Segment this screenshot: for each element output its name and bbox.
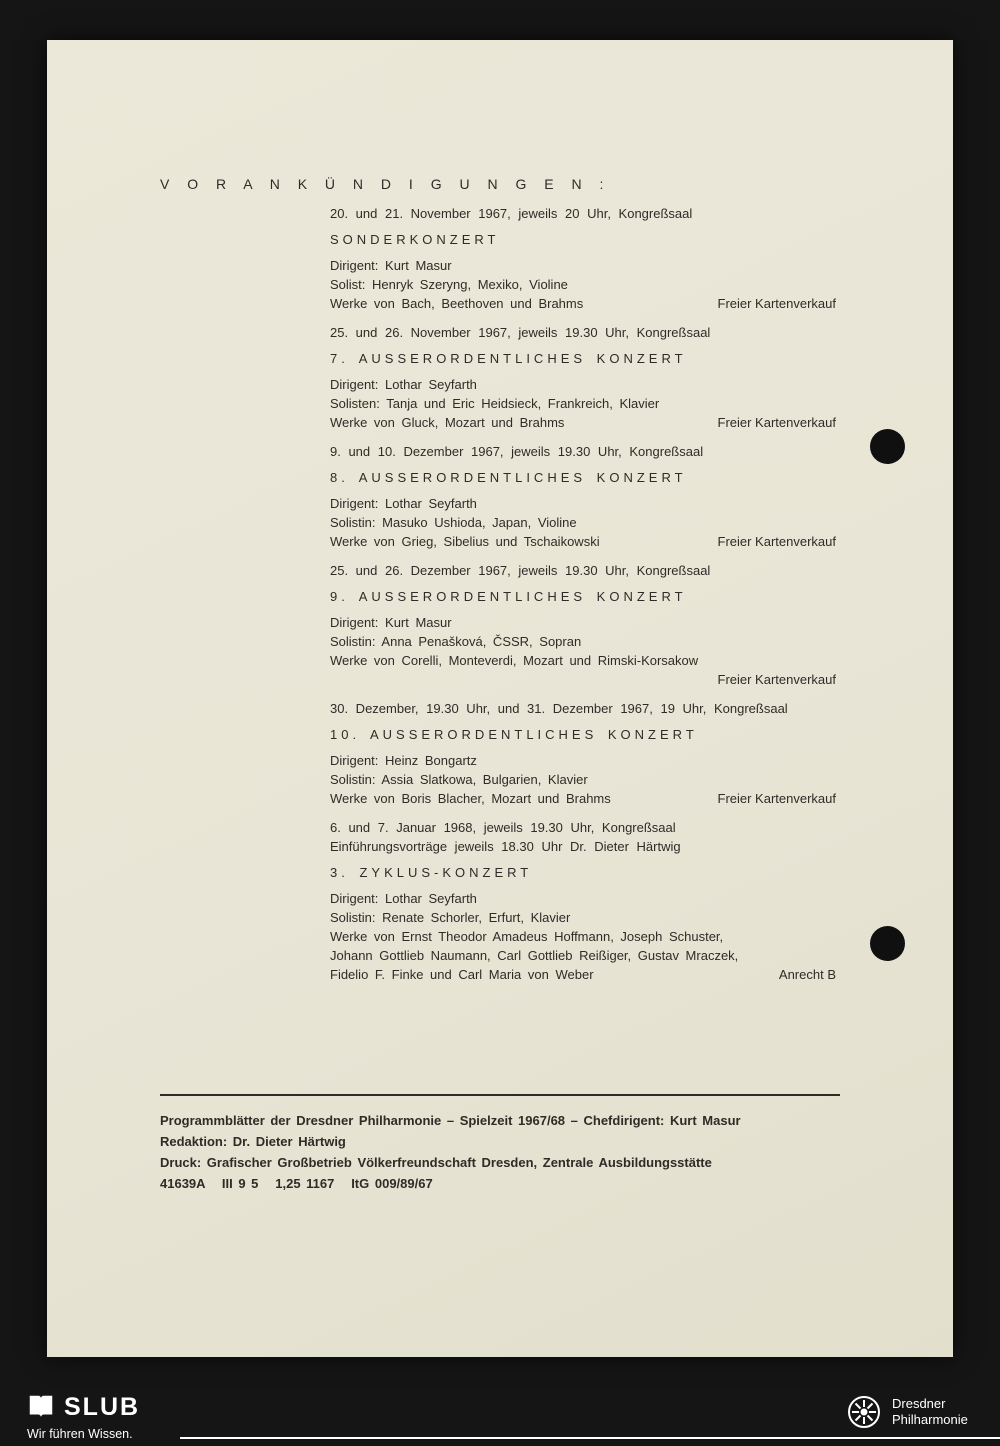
concert-works: Werke von Corelli, Monteverdi, Mozart und Rimski-Korsakow — [330, 653, 699, 668]
concert-soloist: Solistin: Masuko Ushioda, Japan, Violine — [330, 515, 577, 530]
concert-block — [330, 323, 836, 432]
concert-works: Werke von Boris Blacher, Mozart und Brahms — [330, 791, 611, 806]
slub-logo[interactable] — [26, 1392, 140, 1441]
philharmonie-emblem-icon — [846, 1394, 882, 1430]
concert-conductor: Dirigent: Kurt Masur — [330, 258, 452, 273]
concert-conductor: Dirigent: Heinz Bongartz — [330, 753, 477, 768]
concert-block — [330, 699, 836, 808]
concert-date: 25. und 26. November 1967, jeweils 19.30 Uhr, Kongreßsaal — [330, 325, 711, 340]
ticket-note: Freier Kartenverkauf — [717, 415, 836, 430]
concert-works-row — [330, 965, 836, 984]
philharmonie-wordmark — [892, 1396, 968, 1428]
concert-works: Werke von Bach, Beethoven und Brahms — [330, 296, 584, 311]
philharmonie-line2: Philharmonie — [892, 1412, 968, 1427]
scanned-page — [47, 40, 953, 1357]
concert-date: 30. Dezember, 19.30 Uhr, und 31. Dezember 1967, 19 Uhr, Kongreßsaal — [330, 701, 788, 716]
philharmonie-logo[interactable] — [846, 1394, 968, 1430]
concert-title: 10. AUSSERORDENTLICHES KONZERT — [330, 727, 698, 742]
slub-wordmark: SLUB — [64, 1393, 141, 1421]
ticket-note: Freier Kartenverkauf — [717, 534, 836, 549]
concert-works-row — [330, 789, 836, 808]
concert-list — [330, 204, 836, 994]
concert-works-row — [330, 294, 836, 313]
book-icon — [26, 1392, 56, 1422]
concert-title: 8. AUSSERORDENTLICHES KONZERT — [330, 470, 687, 485]
concert-title: SONDERKONZERT — [330, 232, 500, 247]
concert-date: 9. und 10. Dezember 1967, jeweils 19.30 Uhr, Kongreßsaal — [330, 444, 704, 459]
concert-works: Fidelio F. Finke und Carl Maria von Weber — [330, 967, 594, 982]
concert-date: 25. und 26. Dezember 1967, jeweils 19.30 Uhr, Kongreßsaal — [330, 563, 711, 578]
philharmonie-line1: Dresdner — [892, 1396, 946, 1411]
concert-soloist: Solisten: Tanja und Eric Heidsieck, Frankreich, Klavier — [330, 396, 660, 411]
concert-block — [330, 204, 836, 313]
concert-block — [330, 561, 836, 689]
concert-conductor: Dirigent: Lothar Seyfarth — [330, 891, 477, 906]
imprint-line: Druck: Grafischer Großbetrieb Völkerfreundschaft Dresden, Zentrale Ausbildungsstätte — [160, 1155, 712, 1170]
concert-soloist: Solistin: Assia Slatkowa, Bulgarien, Klavier — [330, 772, 588, 787]
concert-date: 20. und 21. November 1967, jeweils 20 Uhr, Kongreßsaal — [330, 206, 693, 221]
concert-works: Johann Gottlieb Naumann, Carl Gottlieb Reißiger, Gustav Mraczek, — [330, 948, 739, 963]
concert-works: Werke von Grieg, Sibelius und Tschaikowski — [330, 534, 600, 549]
imprint-print-code: 41639A III 9 5 1,25 1167 ItG 009/89/67 — [160, 1176, 433, 1191]
document-heading: V O R A N K Ü N D I G U N G E N : — [160, 176, 611, 192]
concert-date: 6. und 7. Januar 1968, jeweils 19.30 Uhr, Kongreßsaal — [330, 820, 676, 835]
concert-title: 9. AUSSERORDENTLICHES KONZERT — [330, 589, 687, 604]
concert-date-note: Einführungsvorträge jeweils 18.30 Uhr Dr. Dieter Härtwig — [330, 839, 681, 854]
punch-hole — [870, 926, 905, 961]
imprint-footer — [160, 1094, 840, 1194]
concert-conductor: Dirigent: Lothar Seyfarth — [330, 377, 477, 392]
concert-soloist: Solist: Henryk Szeryng, Mexiko, Violine — [330, 277, 568, 292]
concert-title: 3. ZYKLUS-KONZERT — [330, 865, 533, 880]
concert-works: Werke von Gluck, Mozart und Brahms — [330, 415, 565, 430]
concert-title: 7. AUSSERORDENTLICHES KONZERT — [330, 351, 687, 366]
ticket-note: Freier Kartenverkauf — [717, 791, 836, 806]
concert-block — [330, 818, 836, 984]
imprint-line: Programmblätter der Dresdner Philharmonie – Spielzeit 1967/68 – Chefdirigent: Kurt Masur — [160, 1113, 741, 1128]
concert-conductor: Dirigent: Kurt Masur — [330, 615, 452, 630]
concert-works-row — [330, 413, 836, 432]
concert-soloist: Solistin: Renate Schorler, Erfurt, Klavier — [330, 910, 571, 925]
viewer-bar — [0, 1386, 1000, 1446]
concert-works: Werke von Ernst Theodor Amadeus Hoffmann, Joseph Schuster, — [330, 929, 724, 944]
concert-conductor: Dirigent: Lothar Seyfarth — [330, 496, 477, 511]
slub-tagline: Wir führen Wissen. — [27, 1427, 133, 1441]
ticket-note: Freier Kartenverkauf — [717, 672, 836, 687]
ticket-note: Freier Kartenverkauf — [717, 296, 836, 311]
concert-soloist: Solistin: Anna Penašková, ČSSR, Sopran — [330, 634, 582, 649]
imprint-line: Redaktion: Dr. Dieter Härtwig — [160, 1134, 346, 1149]
subscription-note: Anrecht B — [778, 967, 836, 982]
punch-hole — [870, 429, 905, 464]
bar-divider — [180, 1437, 1000, 1439]
concert-works-row — [330, 532, 836, 551]
concert-block — [330, 442, 836, 551]
